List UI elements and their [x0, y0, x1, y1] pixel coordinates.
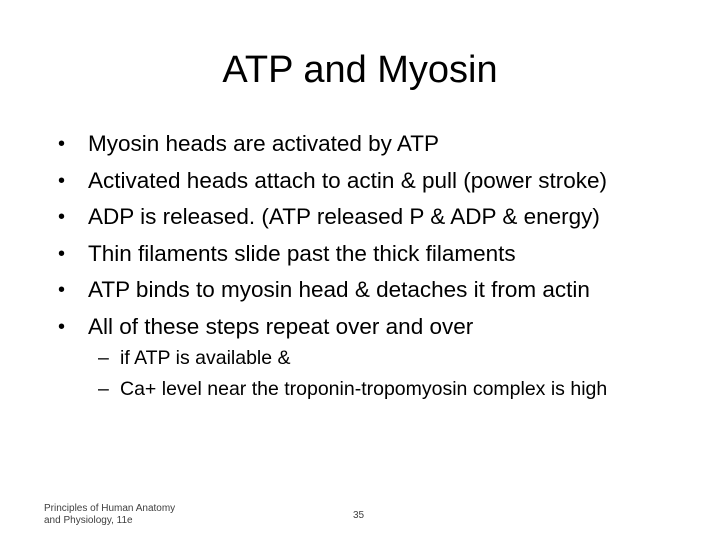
- bullet-dot-icon: •: [58, 279, 66, 302]
- bullet-dot-icon: •: [58, 169, 66, 192]
- bullet-dot-icon: •: [58, 206, 66, 229]
- bullet-dot-icon: •: [58, 133, 66, 156]
- page-number: 35: [353, 510, 365, 521]
- bullet-item: [52, 236, 712, 273]
- bullet-text: All of these steps repeat over and over: [88, 313, 474, 339]
- dash-icon: –: [98, 346, 109, 369]
- bullet-list: [52, 126, 712, 345]
- dash-icon: –: [98, 377, 109, 400]
- sub-bullet-list: [98, 342, 710, 404]
- bullet-item: [52, 126, 712, 163]
- footer-source: [44, 503, 175, 527]
- bullet-text: Activated heads attach to actin & pull (power stroke): [88, 167, 608, 193]
- bullet-text: ATP binds to myosin head & detaches it from actin: [88, 277, 590, 303]
- slide-title: ATP and Myosin: [222, 49, 498, 91]
- bullet-text: Myosin heads are activated by ATP: [88, 131, 440, 157]
- bullet-dot-icon: •: [58, 242, 66, 265]
- bullet-dot-icon: •: [58, 315, 66, 338]
- sub-bullet-text: Ca+ level near the troponin-tropomyosin complex is high: [120, 377, 608, 400]
- sub-bullet-text: if ATP is available &: [120, 346, 291, 369]
- sub-bullet-item: [98, 373, 710, 404]
- footer-source-line: and Physiology, 11e: [44, 515, 133, 526]
- bullet-item: [52, 309, 712, 346]
- bullet-text: ADP is released. (ATP released P & ADP & energy): [88, 204, 600, 230]
- bullet-item: [52, 163, 712, 200]
- bullet-text: Thin filaments slide past the thick filaments: [88, 240, 516, 266]
- footer-source-line: Principles of Human Anatomy: [44, 503, 176, 514]
- bullet-item: [52, 272, 712, 309]
- bullet-item: [52, 199, 712, 236]
- sub-bullet-item: [98, 342, 710, 373]
